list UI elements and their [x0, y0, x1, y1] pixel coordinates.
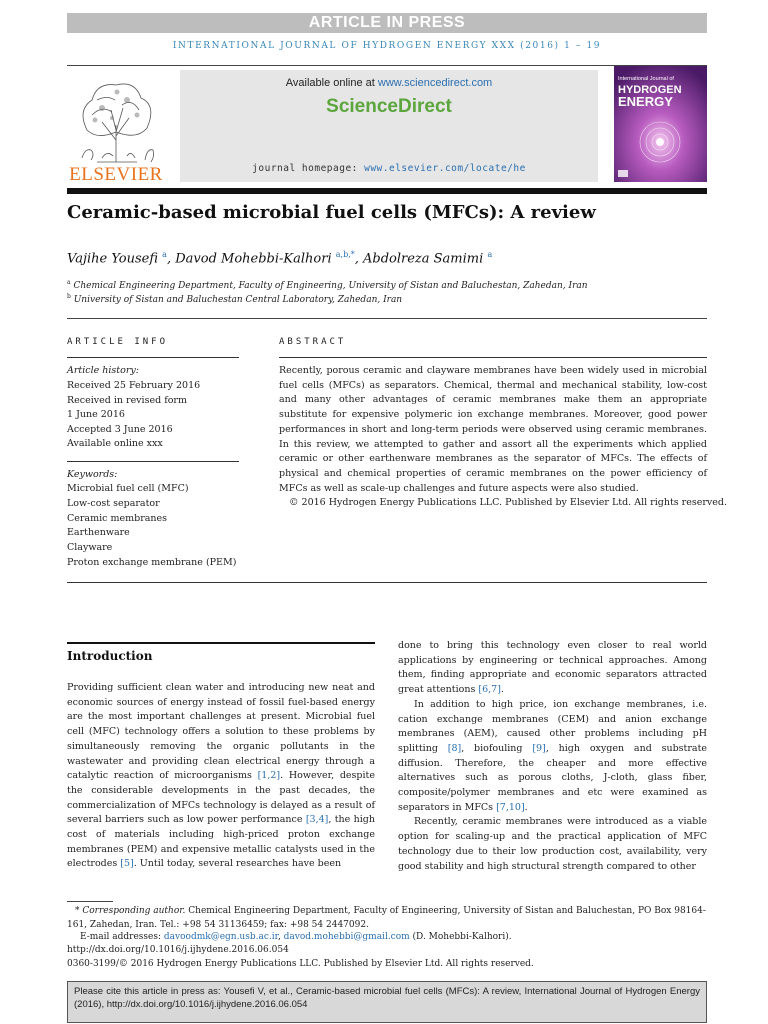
corresponding-text: Chemical Engineering Department, Faculty of Engineering, University of Sistan and Baluchestan, PO Box 98164-161, Zahedan, Iran. Tel.: +98 54 31136459; fax: +98 54 2447092. — [67, 906, 706, 930]
introduction-rule — [67, 642, 375, 644]
sciencedirect-panel — [180, 70, 598, 182]
history-item: Accepted 3 June 2016 — [67, 424, 173, 435]
affiliation-mark: a — [67, 279, 71, 286]
email-label: E-mail addresses: — [80, 932, 164, 942]
body-text: . Until today, several researches have been — [133, 858, 342, 870]
history-item: Received in revised form — [67, 395, 187, 406]
history-item: 1 June 2016 — [67, 409, 125, 420]
body-paragraph — [398, 815, 707, 874]
keywords-label: Keywords: — [67, 469, 118, 480]
info-rule — [67, 357, 239, 358]
keyword: Clayware — [67, 542, 113, 553]
body-text: , the high cost of materials including high-priced proton exchange membranes (PEM) and expensive metallic catalysts used in the electrodes — [67, 814, 375, 870]
author-affil-mark[interactable]: a — [487, 250, 493, 259]
running-head: INTERNATIONAL JOURNAL OF HYDROGEN ENERGY XXX (2016) 1 – 19 — [172, 41, 602, 51]
author-name: Davod Mohebbi-Kalhori — [175, 251, 332, 267]
keyword: Low-cost separator — [67, 498, 160, 509]
reference-link[interactable]: [9] — [532, 742, 546, 754]
body-text: . — [500, 684, 504, 696]
body-text: In addition to high price, ion exchange membranes, i.e. cation exchange membranes (CEM) and anion exchange membranes (AEM), caused other problems including pH splitting — [398, 698, 707, 754]
citation-box: Please cite this article in press as: Yousefi V, et al., Ceramic-based microbial fuel cells (MFCs): A review, International Journal of Hydrogen Energy (2016), http://dx.doi.org/10.1016/j.ijhydene.2016.06.054 — [67, 981, 707, 1023]
affiliation-text: University of Sistan and Baluchestan Central Laboratory, Zahedan, Iran — [73, 295, 403, 305]
available-prefix: Available online at — [285, 77, 378, 89]
keyword: Proton exchange membrane (PEM) — [67, 557, 237, 568]
abstract-heading: ABSTRACT — [279, 337, 347, 347]
keywords-rule — [67, 461, 239, 462]
keyword: Ceramic membranes — [67, 513, 168, 524]
body-text: . — [524, 801, 528, 813]
abstract-copyright: © 2016 Hydrogen Energy Publications LLC. Published by Elsevier Ltd. All rights reserved. — [289, 497, 727, 508]
cover-energy: ENERGY — [618, 94, 673, 109]
body-paragraph — [398, 639, 707, 698]
author-name: Vajihe Yousefi — [67, 251, 159, 267]
email-suffix: (D. Mohebbi-Kalhori). — [409, 932, 512, 942]
cover-journal-line: International Journal of — [618, 76, 674, 82]
author-name: Abdolreza Samimi — [363, 251, 484, 267]
article-in-press-banner: ARTICLE IN PRESS — [67, 13, 707, 33]
body-text: done to bring this technology even closer to real world applications by engineering or technical approaches. Among them, finding appropriate and economic separators attracted great attentions — [398, 640, 707, 696]
author-affil-mark[interactable]: a — [162, 250, 167, 259]
corresponding-author-footnote — [67, 905, 707, 932]
email-footnote — [80, 931, 707, 945]
section-rule — [67, 318, 707, 319]
email-separator: , — [277, 932, 284, 942]
article-title: Ceramic-based microbial fuel cells (MFCs): A review — [67, 202, 596, 223]
reference-link[interactable]: [7,10] — [496, 801, 525, 813]
journal-homepage-link[interactable]: www.elsevier.com/locate/he — [364, 163, 526, 174]
author-list: Vajihe Yousefi $^a$, Davod Mohebbi-Kalhori $^{a,b,*}$, Abdolreza Samimi $^a$ — [67, 250, 493, 267]
article-info-heading: ARTICLE INFO — [67, 337, 169, 347]
header-rule — [67, 65, 707, 66]
title-rule — [67, 188, 707, 194]
body-text: Providing sufficient clean water and introducing new neat and economic sources of energy instead of fossil fuel-based energy are the most important challenges at present. Microbial fuel cell (MFC) technology offers a solution to these problems by simultaneously removing the organic pollutants in the wastewater and providing clean electrical energy through a catalytic reaction of microorganisms — [67, 682, 375, 782]
reference-link[interactable]: [1,2] — [257, 770, 281, 782]
body-text: Recently, ceramic membranes were introduced as a viable option for scaling-up and the practical application of MFC technology due to their low production cost, availability, very good stability and high structural strength compared to other — [398, 816, 707, 872]
reference-link[interactable]: [3,4] — [305, 814, 329, 826]
homepage-prefix: journal homepage: — [252, 163, 365, 174]
affiliation-mark: b — [67, 293, 71, 300]
affiliation-text: Chemical Engineering Department, Faculty of Engineering, University of Sistan and Baluchestan, Zahedan, Iran — [73, 281, 588, 291]
body-paragraph — [67, 681, 375, 872]
sciencedirect-logo: ScienceDirect — [326, 96, 452, 117]
doi-link[interactable]: http://dx.doi.org/10.1016/j.ijhydene.2016.06.054 — [67, 945, 289, 955]
author-affil-mark[interactable]: a,b,* — [335, 250, 355, 259]
body-paragraph — [398, 698, 707, 816]
available-online-line — [180, 77, 598, 89]
journal-cover-image — [614, 66, 707, 182]
issn-line: 0360-3199/© 2016 Hydrogen Energy Publications LLC. Published by Elsevier Ltd. All rights reserved. — [67, 959, 534, 969]
history-item: Available online xxx — [67, 438, 163, 449]
email-link[interactable]: davod.mohebbi@gmail.com — [283, 932, 410, 942]
abstract-rule — [279, 357, 707, 358]
reference-link[interactable]: [6,7] — [478, 684, 501, 696]
elsevier-wordmark: ELSEVIER — [69, 164, 163, 185]
affiliation — [67, 293, 707, 305]
sciencedirect-link[interactable]: www.sciencedirect.com — [377, 77, 493, 89]
journal-homepage-line — [180, 163, 598, 174]
history-item: Received 25 February 2016 — [67, 380, 201, 391]
body-column-right — [398, 639, 707, 874]
keyword: Earthenware — [67, 527, 130, 538]
body-text: , high oxygen and substrate diffusion. Therefore, the cheaper and more effective alternatives such as porous cloths, J-cloth, glass fiber, composite/polymer membranes and etc were examined as separators in MFCs — [398, 742, 708, 813]
footnote-rule — [67, 901, 113, 902]
reference-link[interactable]: [8] — [447, 742, 462, 754]
email-link[interactable]: davoodmk@egn.usb.ac.ir — [163, 932, 278, 942]
history-label: Article history: — [67, 365, 139, 376]
body-column-left — [67, 681, 375, 872]
info-bottom-rule — [67, 582, 279, 583]
abstract-text: Recently, porous ceramic and clayware membranes have been widely used in microbial fuel cells (MFCs) as separators. Chemical, thermal and mechanical stability, low-cost and many other advantages of ceramic membranes make them an appropriate substitute for expensive polymeric ion exchange membranes. Moreover, good power performances in short and long-term periods were observed using ceramic membranes. In this review, we attempted to gather and assort all the experiments which applied ceramic or other earthenware membranes as the separator of MFCs. The effects of physical and chemical properties of ceramic membranes on the power efficiency of MFCs as well as scale-up challenges and future aspects were also studied. — [279, 365, 707, 494]
body-text: . However, despite the considerable developments in the past decades, the commercialization of MFCs technology is delayed as a result of several barriers such as low power performance — [67, 770, 375, 826]
introduction-heading: Introduction — [67, 649, 153, 663]
body-text: , biofouling — [461, 742, 533, 754]
reference-link[interactable]: [5] — [120, 858, 134, 870]
keyword: Microbial fuel cell (MFC) — [67, 483, 189, 494]
affiliation — [67, 279, 707, 291]
cover-hydrogen: HYDROGEN — [618, 84, 682, 96]
corresponding-label: * Corresponding author. — [75, 906, 186, 916]
abstract-bottom-rule — [279, 582, 707, 583]
